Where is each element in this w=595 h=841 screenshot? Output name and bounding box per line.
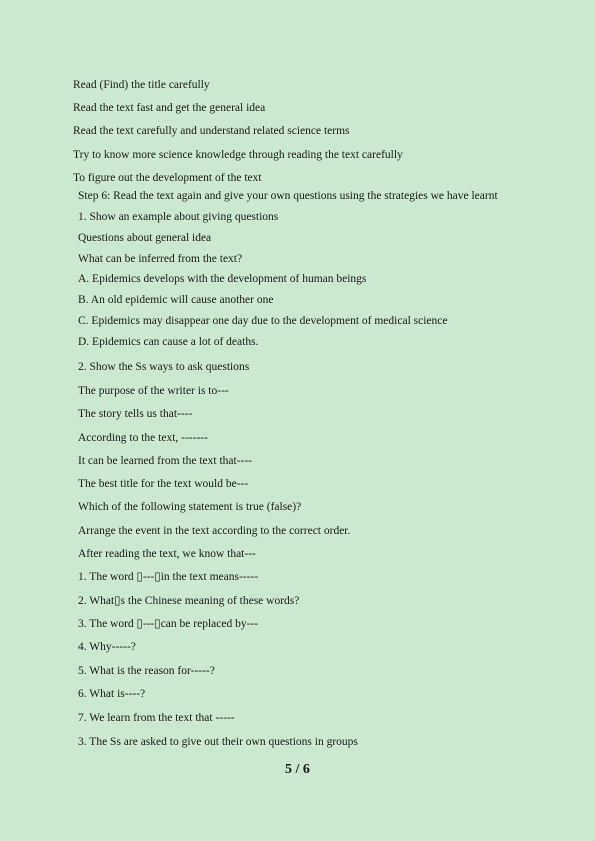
text-line: 3. The word ▯---▯can be replaced by---: [78, 618, 259, 630]
text-line: 2. Show the Ss ways to ask questions: [78, 361, 250, 373]
text-line: B. An old epidemic will cause another one: [78, 294, 274, 306]
text-line: 5. What is the reason for-----?: [78, 665, 215, 677]
text-line: Read the text fast and get the general idea: [73, 102, 266, 114]
text-line: According to the text, -------: [78, 432, 208, 444]
text-line: It can be learned from the text that----: [78, 455, 253, 467]
text-line: The purpose of the writer is to---: [78, 385, 229, 397]
text-line: Arrange the event in the text according to the correct order.: [78, 525, 351, 537]
text-line: C. Epidemics may disappear one day due to the development of medical science: [78, 315, 448, 327]
page-number: 5 / 6: [285, 762, 310, 777]
text-line: The story tells us that----: [78, 408, 193, 420]
text-line: Read the text carefully and understand related science terms: [73, 125, 350, 137]
text-line: 3. The Ss are asked to give out their own questions in groups: [78, 736, 358, 748]
text-line: What can be inferred from the text?: [78, 253, 243, 265]
text-line: Questions about general idea: [78, 232, 212, 244]
text-line: After reading the text, we know that---: [78, 548, 256, 560]
text-line: Step 6: Read the text again and give your own questions using the strategies we have learnt: [78, 190, 498, 202]
text-line: Read (Find) the title carefully: [73, 79, 210, 91]
text-line: 1. Show an example about giving questions: [78, 211, 279, 223]
text-line: 1. The word ▯---▯in the text means-----: [78, 571, 259, 583]
text-line: A. Epidemics develops with the development of human beings: [78, 273, 367, 285]
text-line: 6. What is----?: [78, 688, 146, 700]
text-line: To figure out the development of the text: [73, 172, 262, 184]
text-line: 7. We learn from the text that -----: [78, 712, 235, 724]
text-line: Which of the following statement is true (false)?: [78, 501, 302, 513]
text-line: D. Epidemics can cause a lot of deaths.: [78, 336, 259, 348]
text-line: The best title for the text would be---: [78, 478, 249, 490]
text-line: Try to know more science knowledge through reading the text carefully: [73, 149, 403, 161]
text-line: 2. What▯s the Chinese meaning of these words?: [78, 595, 300, 607]
text-line: 4. Why-----?: [78, 641, 136, 653]
